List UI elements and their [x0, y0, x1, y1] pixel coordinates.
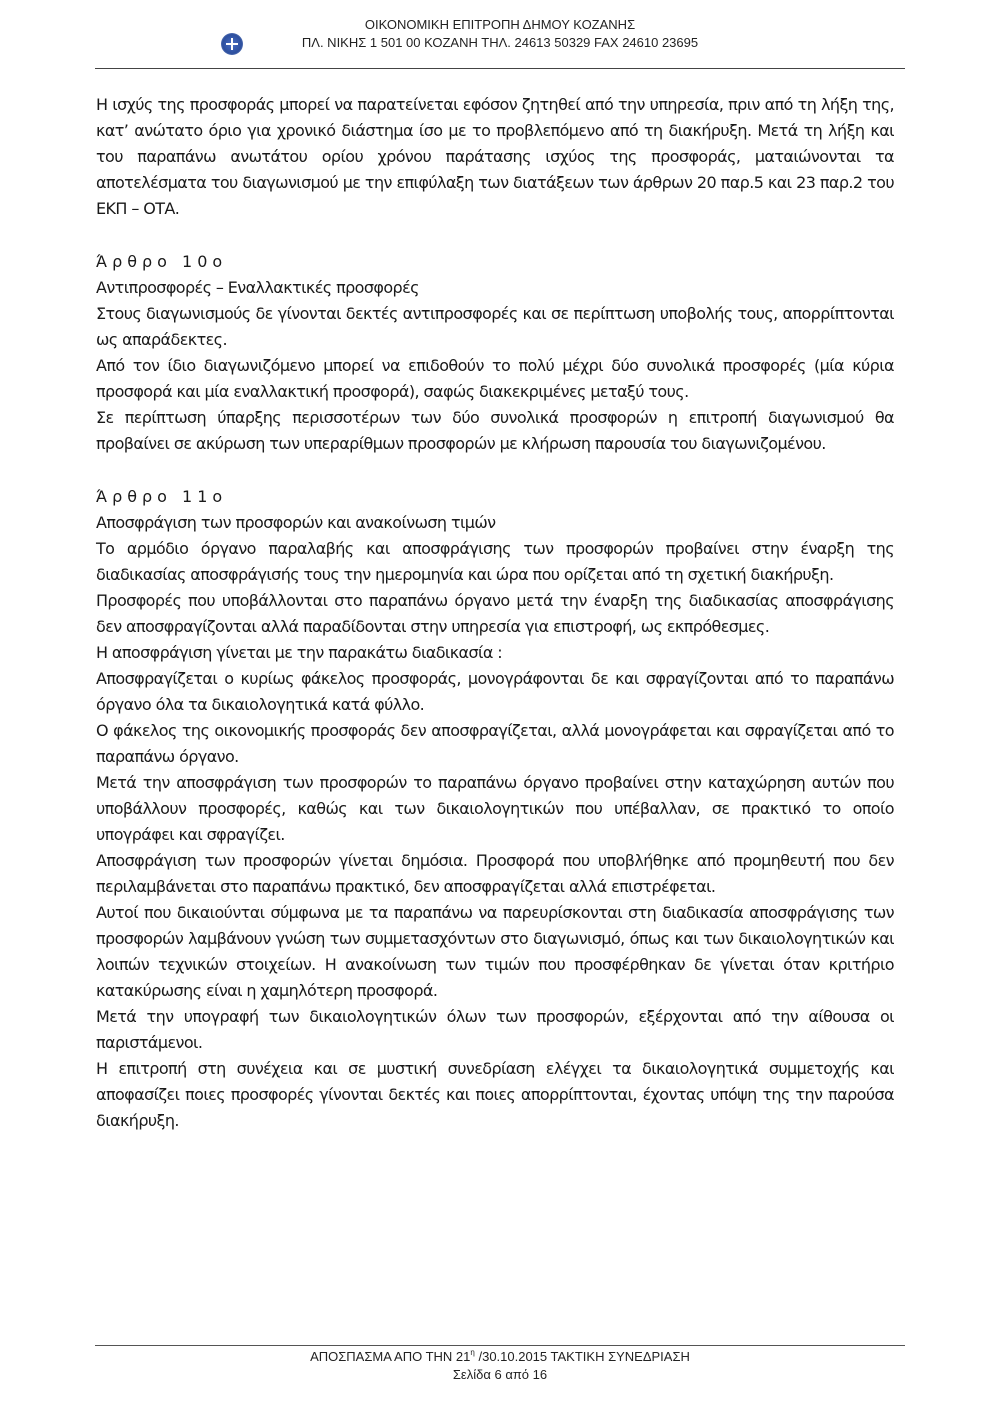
- article-10-paragraph: Στους διαγωνισμούς δε γίνονται δεκτές αντιπροσφορές και σε περίπτωση υποβολής τους, απορρίπτονται ως απαράδεκτες.: [96, 304, 894, 349]
- article-11-paragraph: Αποσφραγίζεται ο κυρίως φάκελος προσφοράς, μονογράφονται δε και σφραγίζονται από το παραπάνω όργανο όλα τα δικαιολογητικά κατά φύλλο.: [96, 669, 894, 714]
- footer-divider: [95, 1345, 905, 1346]
- article-11-paragraph: Μετά την αποσφράγιση των προσφορών το παραπάνω όργανο προβαίνει στην καταχώρηση αυτών που υποβάλλουν προσφορές, καθώς και των δικαιολογητικών που υπέβαλλαν, σε πρακτικό το οποίο υπογράφει και σφραγίζει.: [96, 773, 894, 844]
- page-footer: [0, 1348, 1000, 1384]
- article-10-paragraph: Σε περίπτωση ύπαρξης περισσοτέρων των δύο συνολικά προσφορών η επιτροπή διαγωνισμού θα προβαίνει σε ακύρωση των υπεραρίθμων προσφορών με κλήρωση παρουσία του διαγωνιζομένου.: [96, 408, 894, 453]
- article-11-paragraph: Προσφορές που υποβάλλονται στο παραπάνω όργανο μετά την έναρξη της διαδικασίας αποσφράγισης δεν αποσφραγίζονται αλλά παραδίδονται στην υπηρεσία για επιστροφή, ως εκπρόθεσμες.: [96, 591, 894, 636]
- document-body: [96, 92, 894, 1134]
- intro-paragraph: Η ισχύς της προσφοράς μπορεί να παρατείνεται εφόσον ζητηθεί από την υπηρεσία, πριν από τη λήξη της, κατ’ ανώτατο όριο για χρονικό διάστημα ίσο με το προβλεπόμενο από τη διακήρυξη. Μετά τη λήξη και του παραπάνω ανωτάτου ορίου χρόνου παράτασης ισχύος της προσφοράς, ματαιώνονται τα αποτελέσματα του διαγωνισμού με την επιφύλαξη των διατάξεων των άρθρων 20 παρ.5 και 23 παρ.2 του ΕΚΠ – ΟΤΑ.: [96, 95, 894, 218]
- article-11-paragraph: Μετά την υπογραφή των δικαιολογητικών όλων των προσφορών, εξέρχονται από την αίθουσα οι παριστάμενοι.: [96, 1007, 894, 1052]
- article-11-paragraph: Αποσφράγιση των προσφορών γίνεται δημόσια. Προσφορά που υποβλήθηκε από προμηθευτή που δεν περιλαμβάνεται στο παραπάνω πρακτικό, δεν αποσφραγίζεται αλλά επιστρέφεται.: [96, 851, 894, 896]
- article-11-paragraph: Το αρμόδιο όργανο παραλαβής και αποσφράγισης των προσφορών προβαίνει στην έναρξη της διαδικασίας αποσφράγισής τους την ημερομηνία και ώρα που ορίζεται από τη σχετική διακήρυξη.: [96, 539, 894, 584]
- article-10-title: Αντιπροσφορές – Εναλλακτικές προσφορές: [96, 278, 419, 297]
- footer-meeting-reference: ΑΠΟΣΠΑΣΜΑ ΑΠΟ ΤΗΝ $21^\eta$ /30.10.2015 ΤΑΚΤΙΚΗ ΣΥΝΕΔΡΙΑΣΗ: [310, 1348, 690, 1364]
- header-divider: [95, 68, 905, 69]
- article-11-title: Αποσφράγιση των προσφορών και ανακοίνωση τιμών: [96, 513, 496, 532]
- article-11-paragraph: Ο φάκελος της οικονομικής προσφοράς δεν αποσφραγίζεται, αλλά μονογράφεται και σφραγίζεται από το παραπάνω όργανο.: [96, 721, 894, 766]
- greek-coat-of-arms-icon: [221, 33, 243, 55]
- spacer: [96, 457, 894, 484]
- article-11-number: Άρθρο 11ο: [96, 487, 228, 506]
- spacer: [96, 222, 894, 249]
- article-11-paragraph: Αυτοί που δικαιούνται σύμφωνα με τα παραπάνω να παρευρίσκονται στη διαδικασία αποσφράγισης των προσφορών λαμβάνουν γνώση των συμμετασχόντων στο διαγωνισμό, όπως και των δικαιολογητικών και λοιπών τεχνικών στοιχείων. Η ανακοίνωση των τιμών που προσφέρθηκαν δε γίνεται όταν κριτήριο κατακύρωσης είναι η χαμηλότερη προσφορά.: [96, 903, 894, 1000]
- letterhead-organization: ΟΙΚΟΝΟΜΙΚΗ ΕΠΙΤΡΟΠΗ ΔΗΜΟΥ ΚΟΖΑΝΗΣ: [364, 17, 636, 32]
- article-10-paragraph: Από τον ίδιο διαγωνιζόμενο μπορεί να επιδοθούν το πολύ μέχρι δύο συνολικά προσφορές (μία κύρια προσφορά και μία εναλλακτική προσφορά), σαφώς διακεκριμένες μεταξύ τους.: [96, 356, 894, 401]
- article-11-paragraph: Η αποσφράγιση γίνεται με την παρακάτω διαδικασία :: [96, 643, 503, 662]
- page-number: Σελίδα 6 από 16: [452, 1367, 548, 1382]
- article-10-number: Άρθρο 10ο: [96, 252, 228, 271]
- article-11-paragraph: Η επιτροπή στη συνέχεια και σε μυστική συνεδρίαση ελέγχει τα δικαιολογητικά συμμετοχής και αποφασίζει ποιες προσφορές γίνονται δεκτές και ποιες απορρίπτονται, έχοντας υπόψη της την παρούσα διακήρυξη.: [96, 1059, 894, 1130]
- letterhead: [0, 16, 1000, 52]
- letterhead-address: ΠΛ. ΝΙΚΗΣ 1 501 00 ΚΟΖΑΝΗ ΤΗΛ. 24613 50329 FAX 24610 23695: [301, 35, 699, 50]
